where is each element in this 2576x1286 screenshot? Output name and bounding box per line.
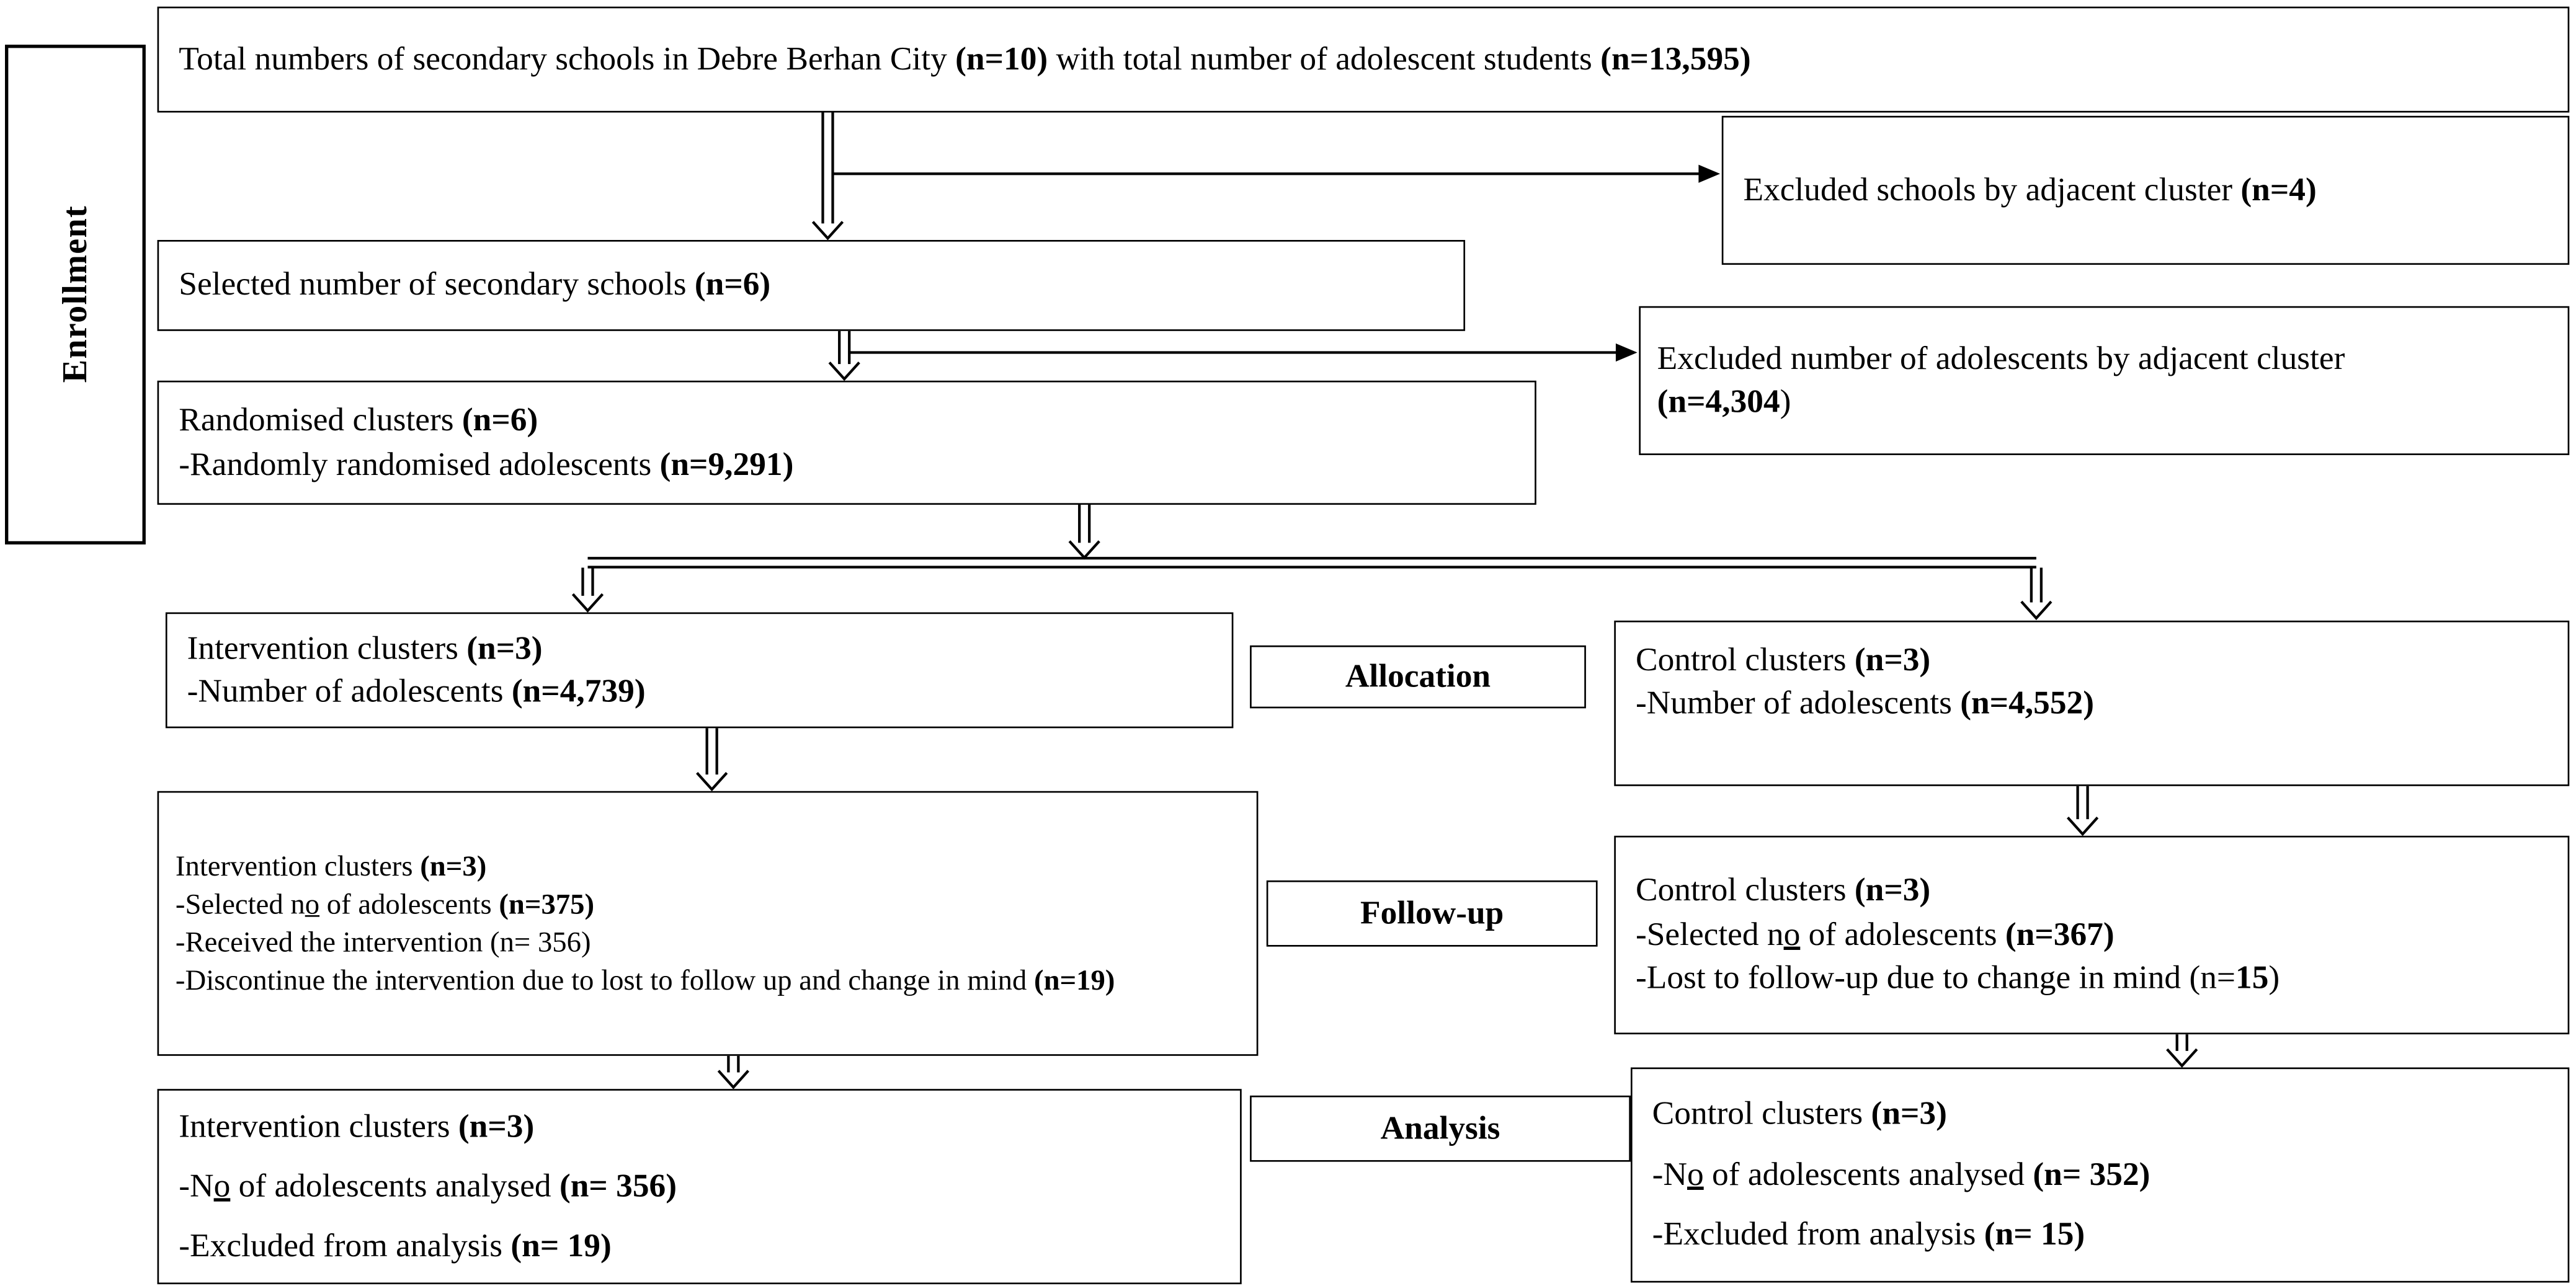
text-line: Control clusters (n=3) [1635,642,1931,679]
box-intervention-followup [158,791,1259,1056]
followup-stage-label: Follow-up [1360,894,1504,931]
enrollment-stage-box [5,45,146,544]
analysis-stage-box [1250,1096,1631,1162]
box-excluded-schools [1722,116,2570,265]
box-selected-schools [158,240,1466,331]
text-line: Excluded schools by adjacent cluster (n=4) [1743,172,2317,208]
text-line: -Number of adolescents (n=4,552) [1635,686,2094,722]
arrow-control-followup-to-analysis [2167,1034,2197,1066]
text-line: -No of adolescents analysed (n= 356) [179,1168,677,1205]
box-excluded-adolescents [1639,306,2569,455]
arrow-splitter-to-control [2021,567,2051,618]
arrow-branch-excluded-schools [833,165,1721,183]
text-line: Intervention clusters (n=3) [175,848,487,882]
box-intervention-allocation [166,613,1234,729]
splitter-line [587,558,2036,567]
text-line: -Selected no of adolescents (n=367) [1635,916,2115,953]
text-line: -Number of adolescents (n=4,739) [187,673,646,711]
arrow-selected-to-randomised [829,331,859,379]
arrow-intervention-allocation-to-followup [697,728,727,789]
arrow-intervention-followup-to-analysis [718,1056,748,1088]
text-line: -Randomly randomised adolescents (n=9,291) [179,446,794,483]
text-line: (n=4,304) [1657,384,1791,420]
enrollment-stage-label: Enrollment [55,205,95,384]
text-line: Excluded number of adolescents by adjacent cluster [1657,340,2345,377]
text-line: -Lost to follow-up due to change in mind (n=15) [1635,960,2280,997]
text-line: Total numbers of secondary schools in Debre Berhan City (n=10) with total number of adolescent students (n=13,595) [179,41,1751,78]
box-control-allocation [1614,621,2569,786]
box-total-schools [158,7,2570,113]
arrow-randomised-to-splitter [1069,505,1099,557]
arrow-total-to-selected [813,112,842,238]
box-randomised-clusters [158,381,1536,505]
allocation-stage-label: Allocation [1345,657,1491,694]
text-line: -Selected no of adolescents (n=375) [175,887,595,920]
text-line: -Excluded from analysis (n= 19) [179,1228,612,1265]
text-line: Control clusters (n=3) [1652,1096,1947,1133]
text-line: -Received the intervention (n= 356) [175,925,591,959]
allocation-stage-box [1250,645,1586,708]
analysis-stage-label: Analysis [1380,1109,1500,1146]
box-intervention-analysis [158,1089,1242,1284]
text-line: Intervention clusters (n=3) [187,629,543,667]
text-line: -Excluded from analysis (n= 15) [1652,1217,2085,1253]
text-line: Intervention clusters (n=3) [179,1109,535,1145]
text-line: -Discontinue the intervention due to lost to follow up and change in mind (n=19) [175,963,1115,996]
text-line: Randomised clusters (n=6) [179,402,538,439]
followup-stage-box [1267,880,1598,947]
text-line: -No of adolescents analysed (n= 352) [1652,1156,2150,1193]
text-line: Selected number of secondary schools (n=6) [179,267,771,304]
box-control-followup [1614,836,2569,1034]
arrow-splitter-to-intervention [573,567,602,610]
text-line: Control clusters (n=3) [1635,872,1931,910]
box-control-analysis [1631,1068,2569,1283]
arrow-control-allocation-to-followup [2068,786,2098,834]
arrow-branch-excluded-adolescents [849,344,1637,361]
